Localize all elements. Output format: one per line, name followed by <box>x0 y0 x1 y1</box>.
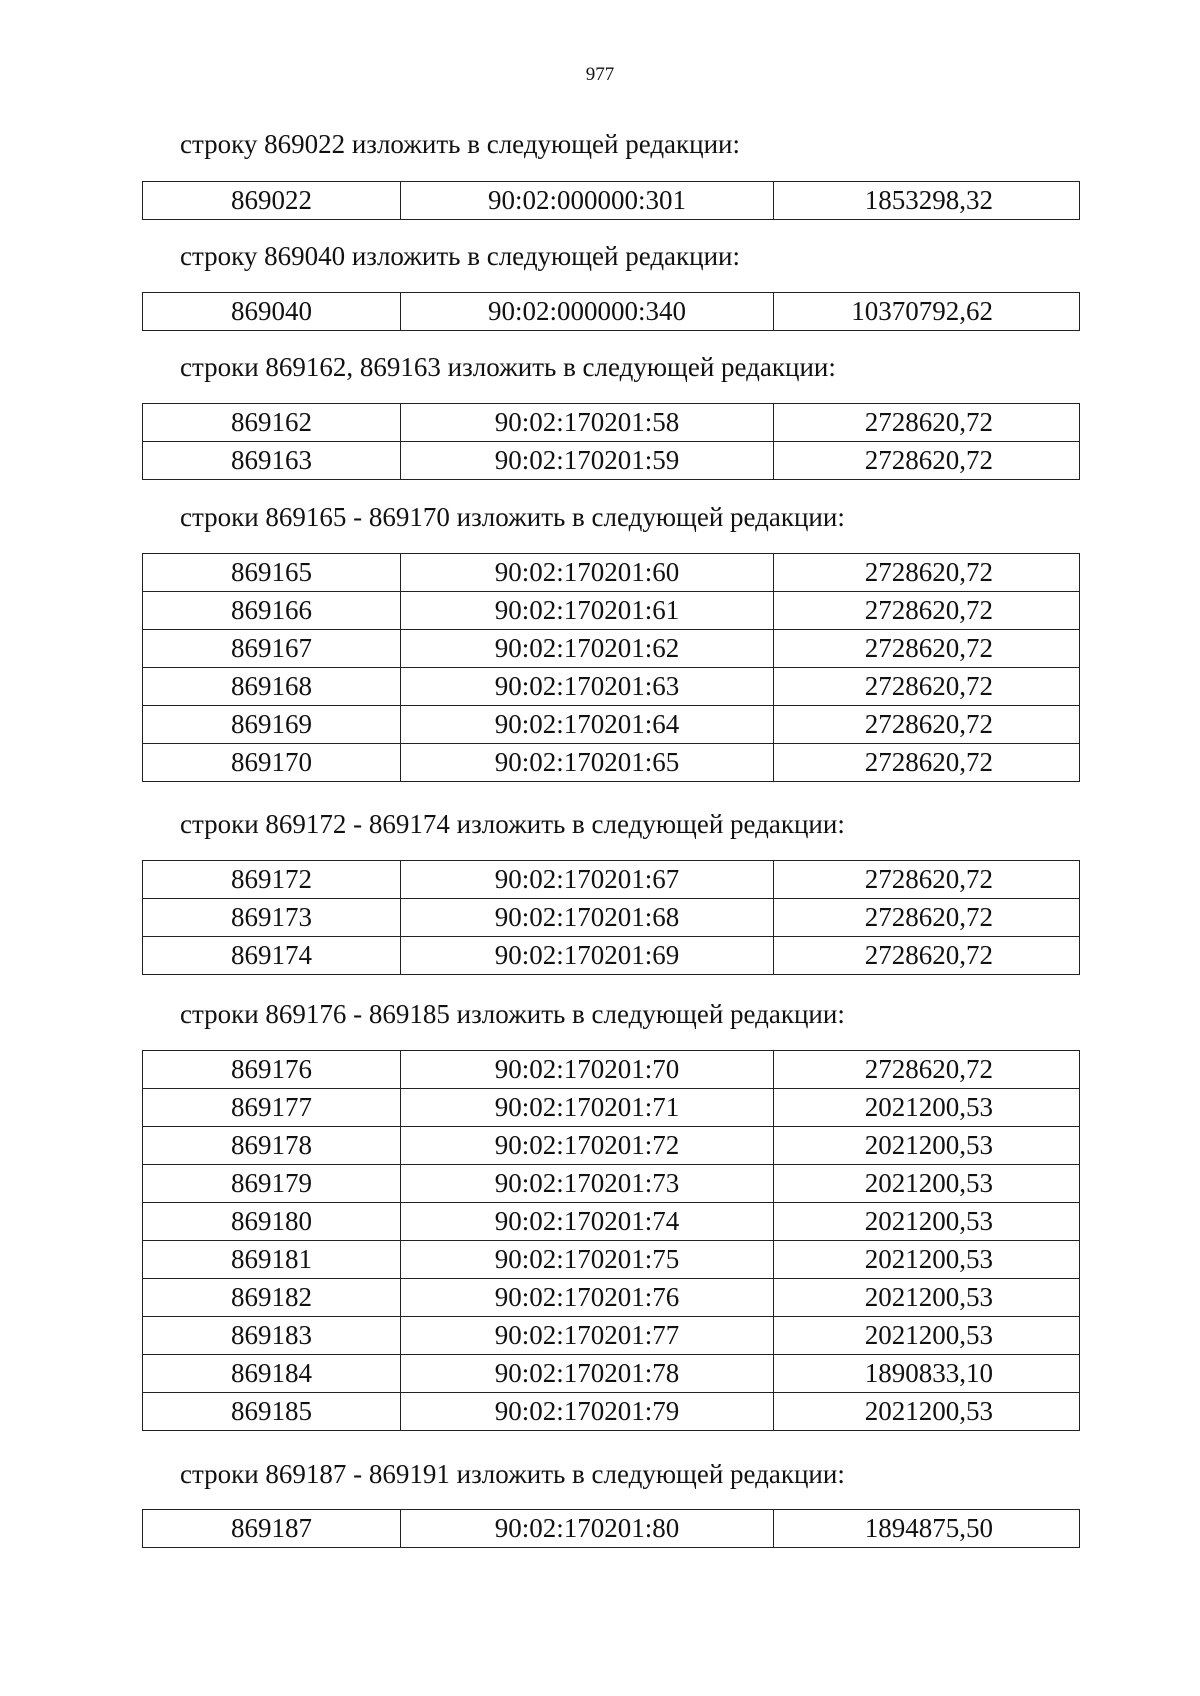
table-row <box>143 744 1080 782</box>
table-row <box>143 1165 1080 1203</box>
cadastral-number-cell: 90:02:170201:72 <box>401 1127 774 1165</box>
table-row <box>143 182 1080 220</box>
page-number: 977 <box>585 64 615 85</box>
cadastral-number-cell: 90:02:170201:68 <box>401 899 774 937</box>
cadastral-number-cell: 90:02:170201:70 <box>401 1051 774 1089</box>
cadastral-number-cell: 90:02:000000:340 <box>401 293 774 331</box>
value-cell: 2021200,53 <box>774 1317 1080 1355</box>
cadastral-number-cell: 90:02:170201:71 <box>401 1089 774 1127</box>
row-number-cell: 869165 <box>143 554 401 592</box>
cadastral-number-cell: 90:02:170201:67 <box>401 861 774 899</box>
value-cell: 2021200,53 <box>774 1203 1080 1241</box>
cadastral-number-cell: 90:02:170201:59 <box>401 442 774 480</box>
value-cell: 2728620,72 <box>774 1051 1080 1089</box>
table-row <box>143 630 1080 668</box>
row-number-cell: 869172 <box>143 861 401 899</box>
table-row <box>143 668 1080 706</box>
cadastral-number-cell: 90:02:170201:80 <box>401 1510 774 1548</box>
table-row <box>143 1355 1080 1393</box>
row-number-cell: 869163 <box>143 442 401 480</box>
table-row <box>143 404 1080 442</box>
table-row <box>143 706 1080 744</box>
row-number-cell: 869183 <box>143 1317 401 1355</box>
value-cell: 2728620,72 <box>774 630 1080 668</box>
cadastral-number-cell: 90:02:170201:75 <box>401 1241 774 1279</box>
section-caption: строки 869165 - 869170 изложить в следующей редакции: <box>180 502 845 532</box>
section-caption: строки 869176 - 869185 изложить в следующей редакции: <box>180 999 845 1029</box>
section-caption: строки 869172 - 869174 изложить в следующей редакции: <box>180 809 845 839</box>
row-number-cell: 869181 <box>143 1241 401 1279</box>
cadastral-number-cell: 90:02:170201:79 <box>401 1393 774 1431</box>
value-cell: 2021200,53 <box>774 1127 1080 1165</box>
table-row <box>143 1241 1080 1279</box>
cadastral-number-cell: 90:02:170201:77 <box>401 1317 774 1355</box>
data-table <box>142 403 1080 480</box>
data-table <box>142 1050 1080 1431</box>
table-row <box>143 1279 1080 1317</box>
cadastral-number-cell: 90:02:170201:63 <box>401 668 774 706</box>
value-cell: 2728620,72 <box>774 744 1080 782</box>
value-cell: 2728620,72 <box>774 442 1080 480</box>
table-row <box>143 937 1080 975</box>
value-cell: 2728620,72 <box>774 404 1080 442</box>
value-cell: 2728620,72 <box>774 937 1080 975</box>
value-cell: 1890833,10 <box>774 1355 1080 1393</box>
value-cell: 2728620,72 <box>774 899 1080 937</box>
value-cell: 2728620,72 <box>774 554 1080 592</box>
data-table <box>142 1509 1080 1548</box>
value-cell: 2728620,72 <box>774 592 1080 630</box>
data-table <box>142 553 1080 782</box>
row-number-cell: 869167 <box>143 630 401 668</box>
row-number-cell: 869040 <box>143 293 401 331</box>
table-row <box>143 554 1080 592</box>
row-number-cell: 869185 <box>143 1393 401 1431</box>
value-cell: 1894875,50 <box>774 1510 1080 1548</box>
row-number-cell: 869184 <box>143 1355 401 1393</box>
cadastral-number-cell: 90:02:170201:73 <box>401 1165 774 1203</box>
row-number-cell: 869187 <box>143 1510 401 1548</box>
data-table <box>142 181 1080 220</box>
value-cell: 2021200,53 <box>774 1241 1080 1279</box>
section-caption: строку 869022 изложить в следующей редакции: <box>180 129 741 159</box>
row-number-cell: 869173 <box>143 899 401 937</box>
table-row <box>143 592 1080 630</box>
value-cell: 2728620,72 <box>774 668 1080 706</box>
row-number-cell: 869166 <box>143 592 401 630</box>
table-row <box>143 1317 1080 1355</box>
section-caption: строки 869162, 869163 изложить в следующей редакции: <box>180 352 836 382</box>
value-cell: 2728620,72 <box>774 706 1080 744</box>
value-cell: 2021200,53 <box>774 1165 1080 1203</box>
value-cell: 2021200,53 <box>774 1089 1080 1127</box>
value-cell: 10370792,62 <box>774 293 1080 331</box>
row-number-cell: 869162 <box>143 404 401 442</box>
row-number-cell: 869170 <box>143 744 401 782</box>
cadastral-number-cell: 90:02:170201:58 <box>401 404 774 442</box>
cadastral-number-cell: 90:02:170201:64 <box>401 706 774 744</box>
row-number-cell: 869180 <box>143 1203 401 1241</box>
cadastral-number-cell: 90:02:170201:62 <box>401 630 774 668</box>
table-row <box>143 442 1080 480</box>
data-table <box>142 860 1080 975</box>
row-number-cell: 869174 <box>143 937 401 975</box>
table-row <box>143 899 1080 937</box>
value-cell: 2728620,72 <box>774 861 1080 899</box>
cadastral-number-cell: 90:02:170201:61 <box>401 592 774 630</box>
table-row <box>143 1203 1080 1241</box>
cadastral-number-cell: 90:02:170201:74 <box>401 1203 774 1241</box>
row-number-cell: 869178 <box>143 1127 401 1165</box>
table-row <box>143 1393 1080 1431</box>
table-row <box>143 1510 1080 1548</box>
cadastral-number-cell: 90:02:170201:69 <box>401 937 774 975</box>
value-cell: 2021200,53 <box>774 1393 1080 1431</box>
cadastral-number-cell: 90:02:170201:76 <box>401 1279 774 1317</box>
section-caption: строки 869187 - 869191 изложить в следующей редакции: <box>180 1459 845 1489</box>
row-number-cell: 869169 <box>143 706 401 744</box>
table-row <box>143 293 1080 331</box>
cadastral-number-cell: 90:02:170201:78 <box>401 1355 774 1393</box>
row-number-cell: 869168 <box>143 668 401 706</box>
row-number-cell: 869022 <box>143 182 401 220</box>
table-row <box>143 1127 1080 1165</box>
section-caption: строку 869040 изложить в следующей редакции: <box>180 241 741 271</box>
cadastral-number-cell: 90:02:170201:60 <box>401 554 774 592</box>
row-number-cell: 869176 <box>143 1051 401 1089</box>
table-row <box>143 1089 1080 1127</box>
table-row <box>143 861 1080 899</box>
data-table <box>142 292 1080 331</box>
value-cell: 1853298,32 <box>774 182 1080 220</box>
value-cell: 2021200,53 <box>774 1279 1080 1317</box>
cadastral-number-cell: 90:02:000000:301 <box>401 182 774 220</box>
row-number-cell: 869182 <box>143 1279 401 1317</box>
cadastral-number-cell: 90:02:170201:65 <box>401 744 774 782</box>
row-number-cell: 869177 <box>143 1089 401 1127</box>
row-number-cell: 869179 <box>143 1165 401 1203</box>
table-row <box>143 1051 1080 1089</box>
